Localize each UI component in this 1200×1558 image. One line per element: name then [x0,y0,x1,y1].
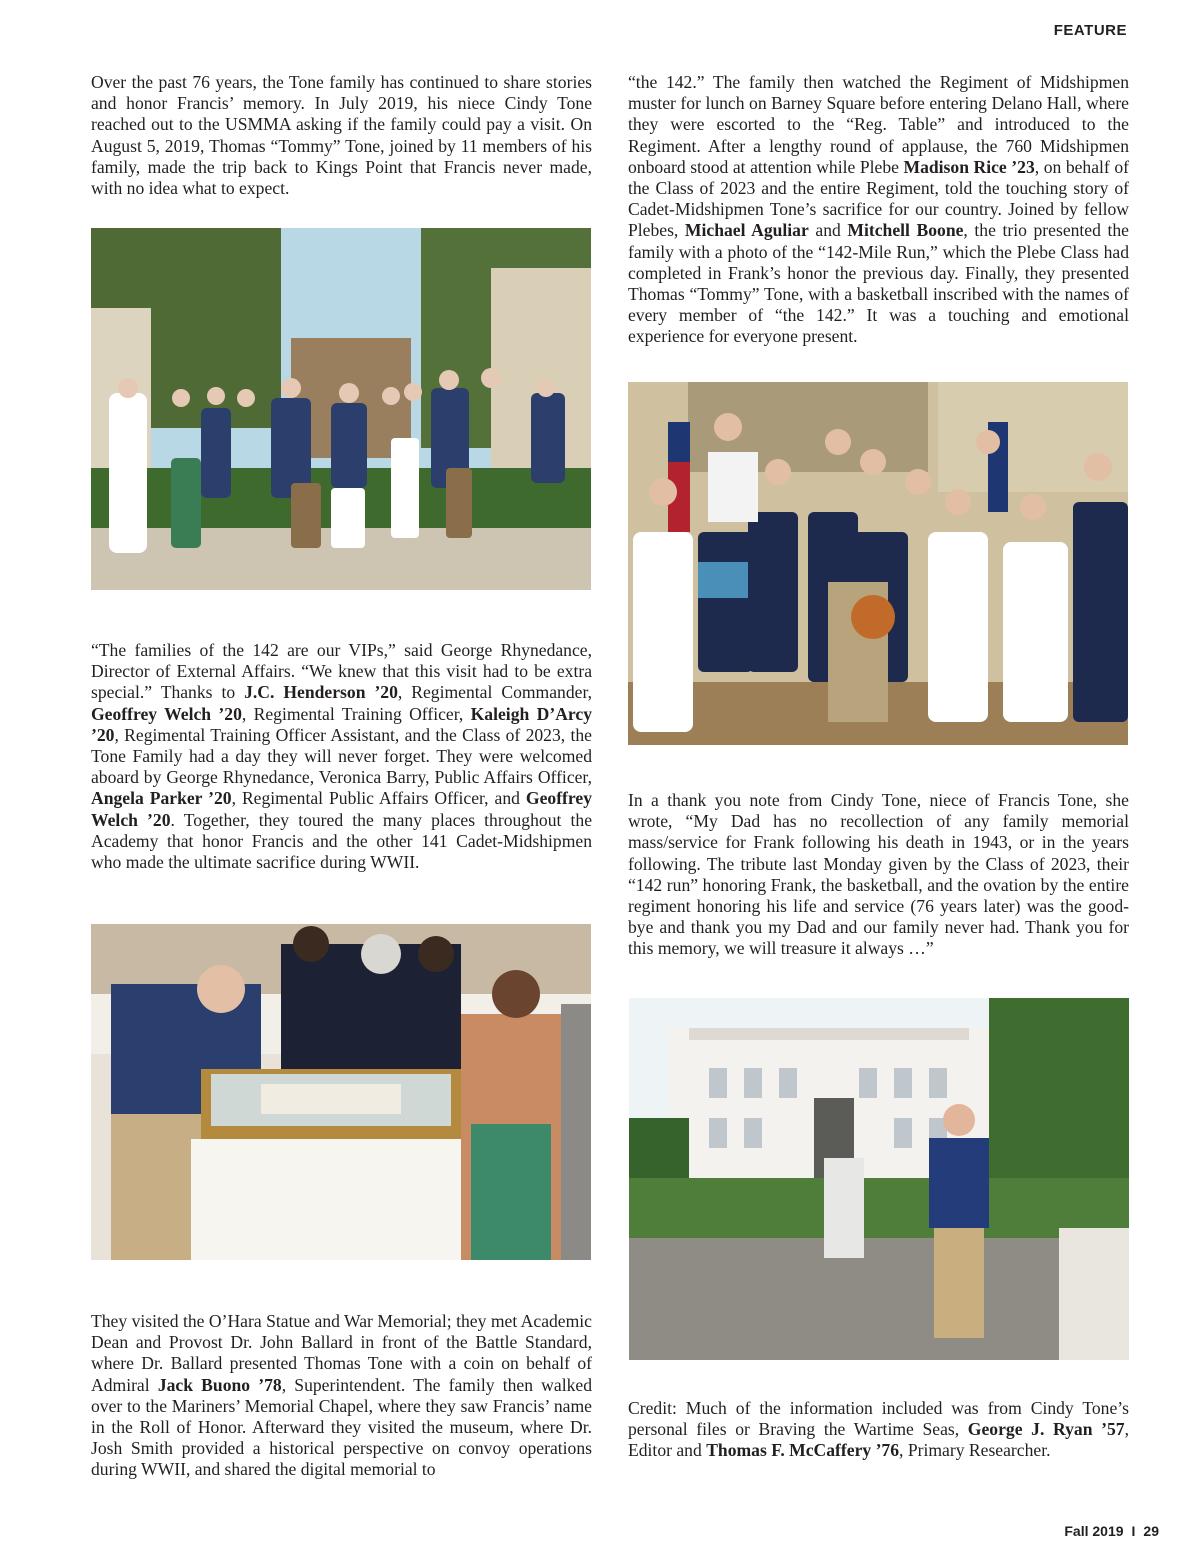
p6-text-1: Credit: Much of the information included was from Cindy Tone’s personal files or Braving the Wartime Seas, [628,1398,1129,1440]
p2-text-4: , Regimental Training Officer Assistant, and the Class of 2023, the Tone Family had a day they will never forget. They were welcomed aboard by George Rhynedance, Veronica Barry, Public Affairs Officer, [91,724,592,788]
name-george-ryan: George J. Ryan ’57 [967,1419,1125,1440]
p2-text-6: . Together, they toured the many places throughout the Academy that honor Francis and the other 141 Cadet-Midshipmen who made the ultimate sacrifice during WWII. [91,809,592,873]
vip-paragraph [91,640,592,873]
p4-text-3: and [808,220,848,241]
p2-text-2: , Regimental Commander, [397,682,592,703]
issue-label: Fall 2019 [1064,1523,1124,1539]
thank-you-paragraph: In a thank you note from Cindy Tone, niece of Francis Tone, she wrote, “My Dad has no recollection of any family memorial mass/service for Frank following his death in 1943, or in the years following. The tribute last Monday given by the Class of 2023, their “142 run” honoring Frank, the basketball, and the ovation by the entire regiment honoring his life and service (76 years later) was the good-bye and thank you my Dad and our family never had. Thank you for this memory, we will treasure it always …” [628,790,1129,959]
p3-text-2: , Superintendent. The family then walked over to the Mariners’ Memorial Chapel, where they saw Francis’ name in the Roll of Honor. Afterward they visited the museum, where Dr. Josh Smith provided a historical perspective on convoy operations during WWII, and shared the digital memorial to [91,1374,592,1480]
credit-paragraph [628,1398,1129,1462]
p6-text-2: , Editor and [628,1419,1129,1461]
name-mitchell-boone: Mitchell Boone [847,220,964,241]
p2-text-3: , Regimental Training Officer, [241,703,471,724]
page-number: 29 [1143,1523,1159,1539]
tour-paragraph [91,1311,592,1481]
family-group-photo [91,228,591,590]
building-photo [629,998,1129,1360]
display-case-photo [91,924,591,1260]
p4-text-1: “the 142.” The family then watched the Regiment of Midshipmen muster for lunch on Barney Square before entering Delano Hall, where they were escorted to the “Reg. Table” and introduced to the Regiment. After a lengthy round of applause, the 760 Midshipmen onboard stood at attention while Plebe [628,72,1129,177]
section-label: FEATURE [1053,22,1127,39]
name-geoffrey-welch: Geoffrey Welch ’20 [91,703,242,724]
p4-text-2: , on behalf of the Class of 2023 and the entire Regiment, told the touching story of Cadet-Midshipmen Tone’s sacrifice for our country. Joined by fellow Plebes, [628,156,1129,241]
name-jc-henderson: J.C. Henderson ’20 [244,682,398,703]
name-geoffrey-welch-2: Geoffrey Welch ’20 [91,788,593,830]
p6-text-3: , Primary Researcher. [899,1440,1051,1461]
name-jack-buono: Jack Buono ’78 [157,1374,282,1395]
name-thomas-mccaffery: Thomas F. McCaffery ’76 [706,1440,900,1461]
name-angela-parker: Angela Parker ’20 [91,788,232,809]
name-madison-rice: Madison Rice ’23 [903,156,1035,177]
basketball-presentation-photo [628,382,1128,745]
name-kaleigh-darcy: Kaleigh D’Arcy ’20 [91,703,592,745]
p2-text-5: , Regimental Public Affairs Officer, and [231,788,526,809]
p2-text-1: “The families of the 142 are our VIPs,” said George Rhynedance, Director of External Affairs. “We knew that this visit had to be extra special.” Thanks to [91,640,592,703]
p4-text-4: , the trio presented the family with a photo of the “142-Mile Run,” which the Plebe Class had completed in Frank’s honor the previous day. Finally, they presented Thomas “Tommy” Tone, with a basketball inscribed with the names of every member of “the 142.” It was a touching and emotional experience for everyone present. [628,220,1129,347]
intro-paragraph: Over the past 76 years, the Tone family has continued to share stories and honor Francis’ memory. In July 2019, his niece Cindy Tone reached out to the USMMA asking if the family could pay a visit. On August 5, 2019, Thomas “Tommy” Tone, joined by 11 members of his family, made the trip back to Kings Point that Francis never made, with no idea what to expect. [91,72,592,199]
page-footer [1064,1523,1159,1539]
name-michael-aguliar: Michael Aguliar [684,220,809,241]
footer-separator: I [1131,1523,1136,1539]
regiment-paragraph [628,72,1129,348]
p3-text-1: They visited the O’Hara Statue and War Memorial; they met Academic Dean and Provost Dr. John Ballard in front of the Battle Standard, where Dr. Ballard presented Thomas Tone with a coin on behalf of Admiral [91,1311,592,1395]
